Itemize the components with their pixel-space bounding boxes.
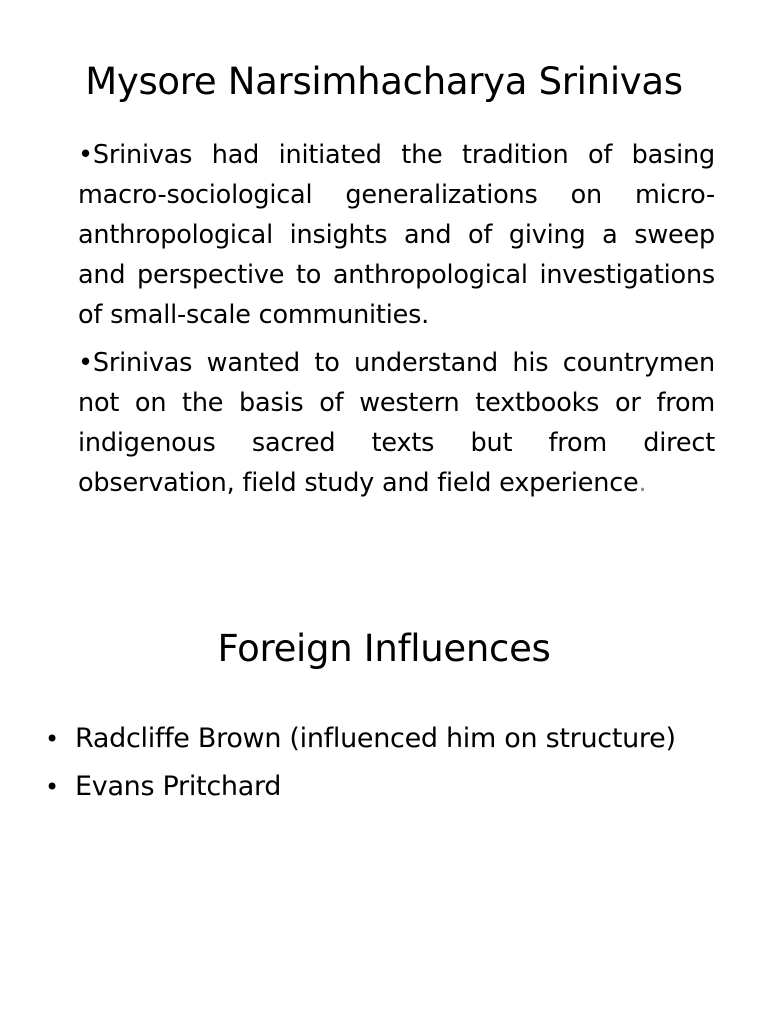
slide-foreign-influences <box>0 600 768 1024</box>
bullet-item <box>45 763 676 811</box>
slide-title: Foreign Influences <box>217 627 551 670</box>
bullet-text: Radcliffe Brown (influenced him on structure) <box>75 723 676 754</box>
bullet-mark: • <box>45 773 59 801</box>
bullet-mark: • <box>78 348 93 378</box>
paragraph-item <box>78 135 715 335</box>
bullet-text: Evans Pritchard <box>75 771 282 802</box>
trailing-period: . <box>638 468 647 498</box>
bullet-mark: • <box>45 725 59 753</box>
bullet-mark: • <box>78 140 93 170</box>
bullet-list <box>45 715 676 811</box>
bullet-item <box>45 715 676 763</box>
paragraph-text: Srinivas wanted to understand his countrymen not on the basis of western textbooks or from indigenous sacred texts but from direct observation, field study and field experience <box>78 348 715 498</box>
paragraph-item <box>78 343 715 503</box>
slide-title: Mysore Narsimhacharya Srinivas <box>85 60 683 103</box>
paragraph-list <box>78 135 715 511</box>
paragraph-text: Srinivas had initiated the tradition of basing macro-sociological generalizations on micro-anthropological insights and of giving a sweep and perspective to anthropological investigations of small-scale communities. <box>78 140 715 330</box>
